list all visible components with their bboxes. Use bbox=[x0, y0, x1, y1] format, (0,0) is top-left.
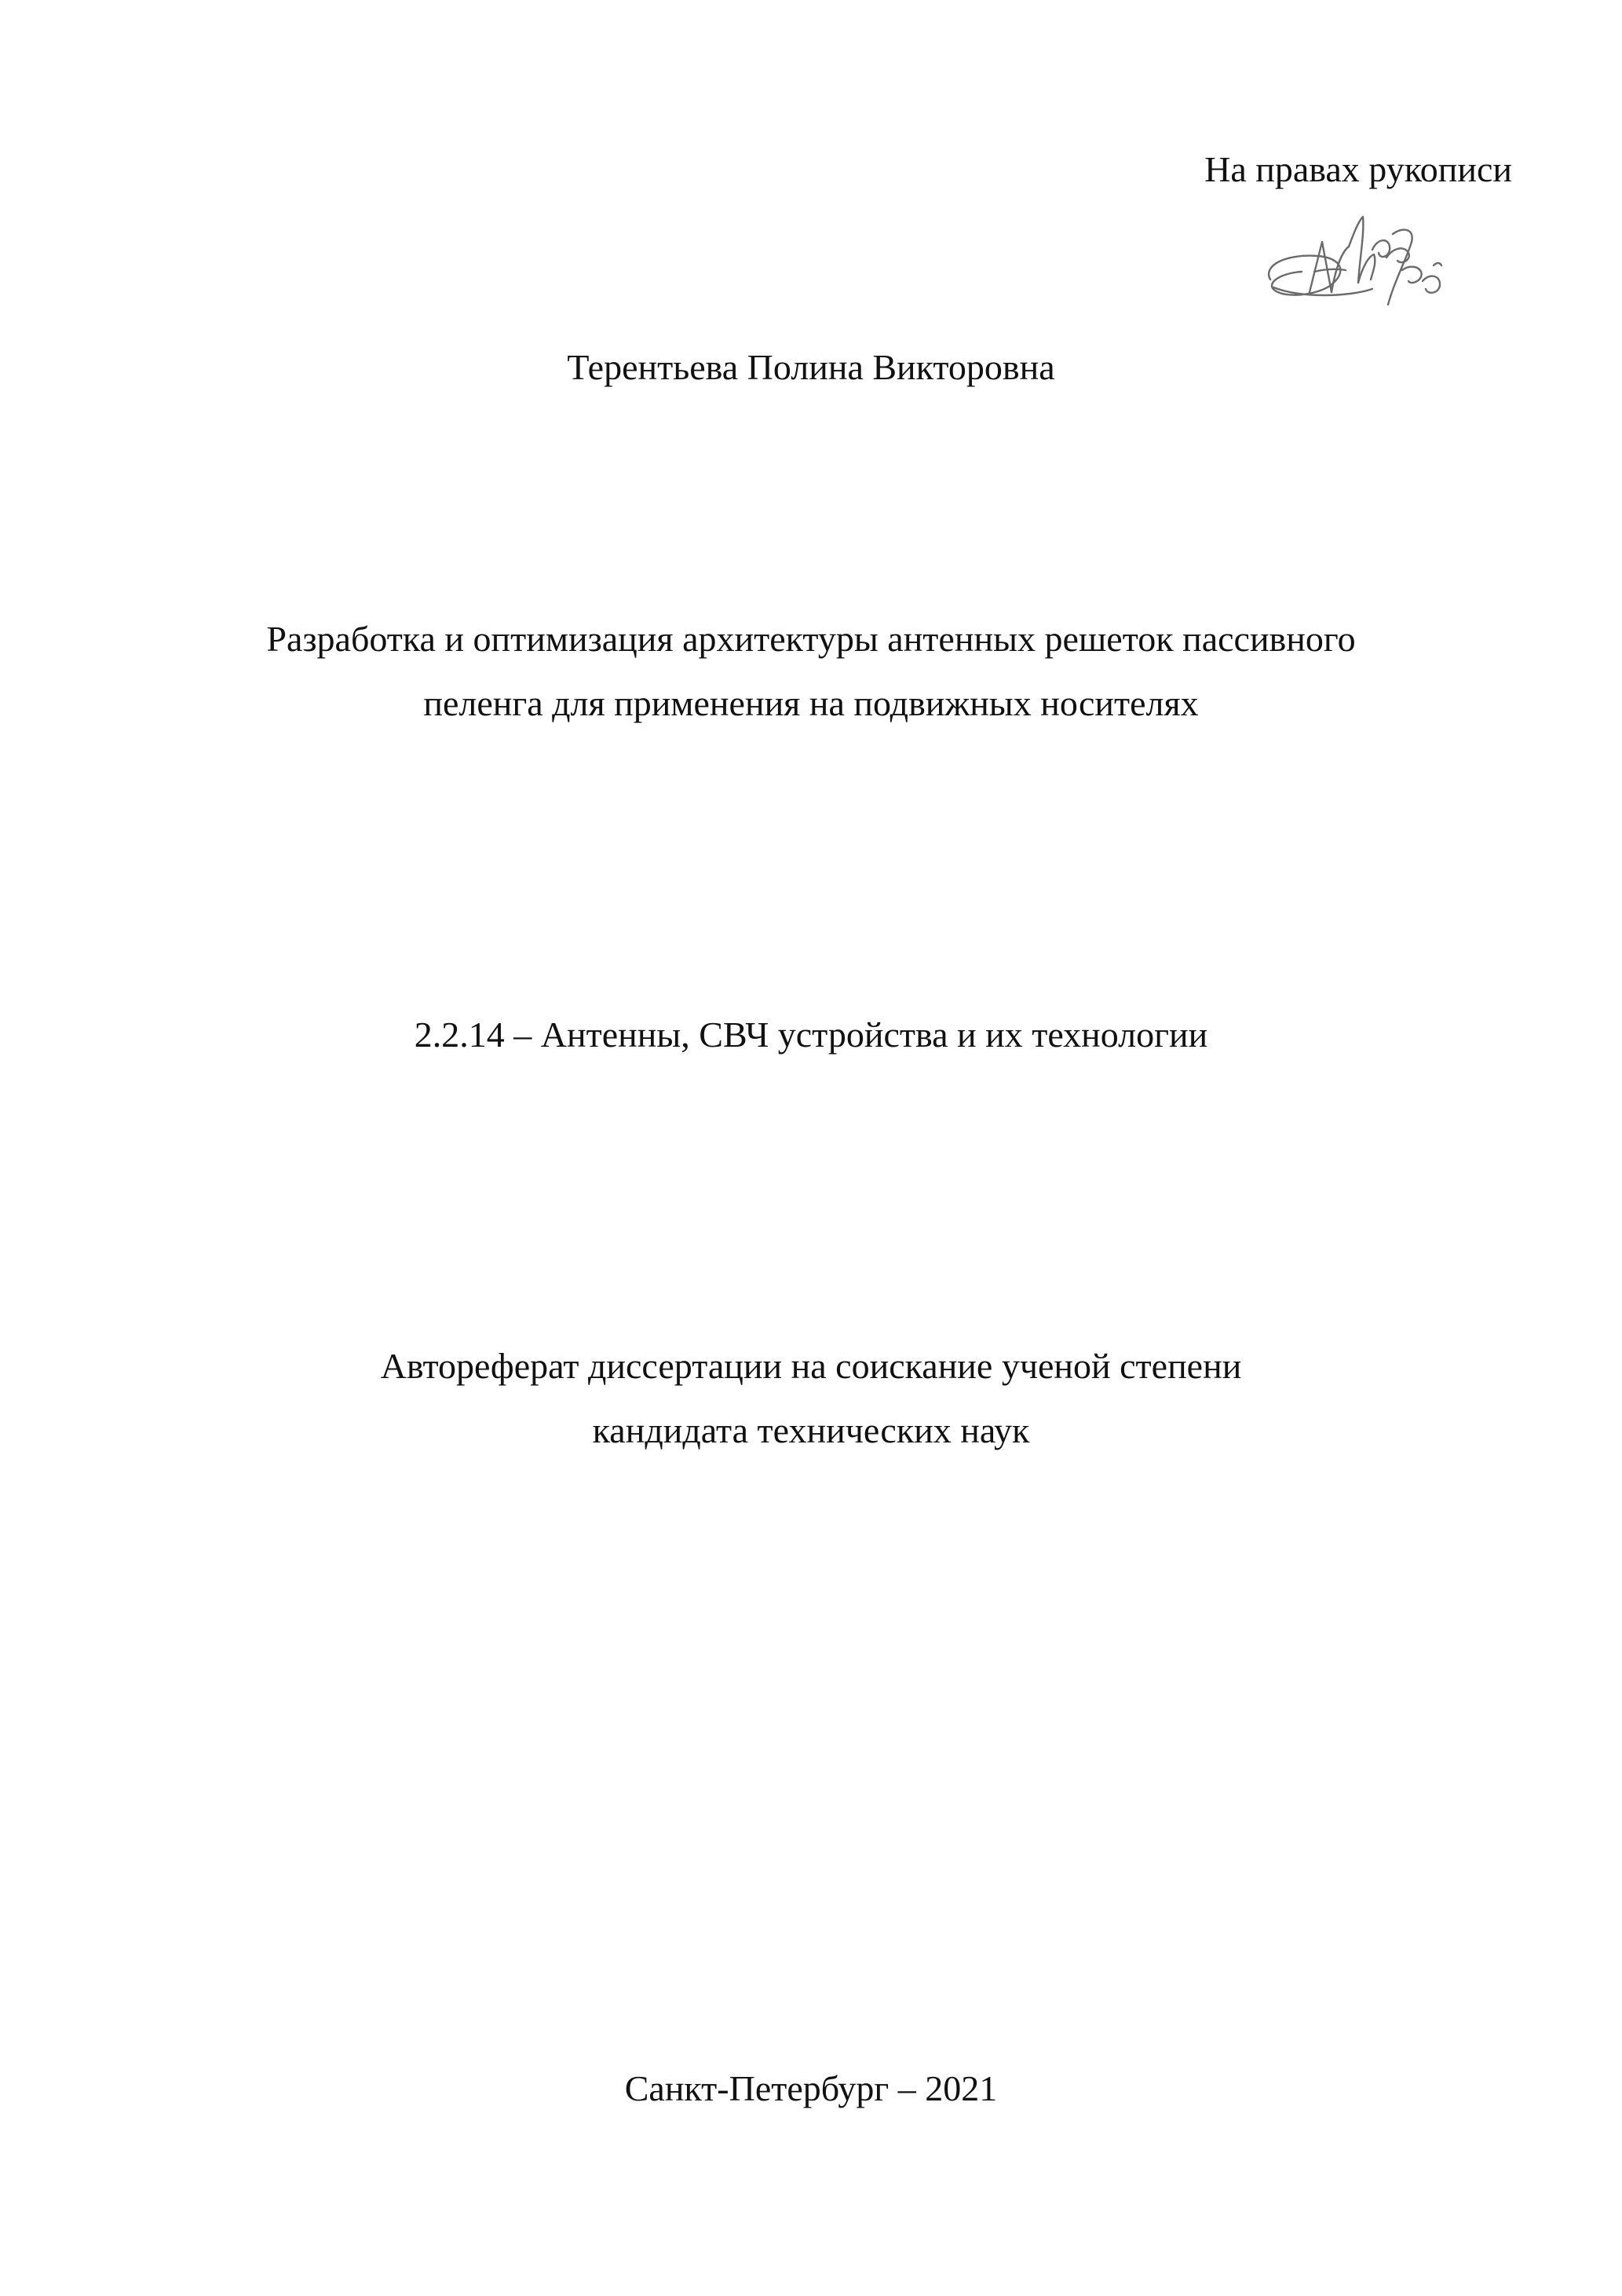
manuscript-note: На правах рукописи bbox=[1204, 149, 1512, 189]
author-name: Терентьева Полина Викторовна bbox=[567, 347, 1055, 387]
city-year: Санкт-Петербург – 2021 bbox=[624, 2068, 998, 2108]
handwritten-signature bbox=[1255, 210, 1459, 328]
degree-line-2: кандидата технических наук bbox=[592, 1410, 1030, 1450]
degree-line-1: Автореферат диссертации на соискание ученой степени bbox=[380, 1346, 1242, 1386]
dissertation-title-line-2: пеленга для применения на подвижных носителях bbox=[423, 683, 1199, 723]
specialty-code: 2.2.14 – Антенны, СВЧ устройства и их технологии bbox=[414, 1015, 1208, 1055]
dissertation-title-line-1: Разработка и оптимизация архитектуры антенных решеток пассивного bbox=[266, 619, 1356, 659]
